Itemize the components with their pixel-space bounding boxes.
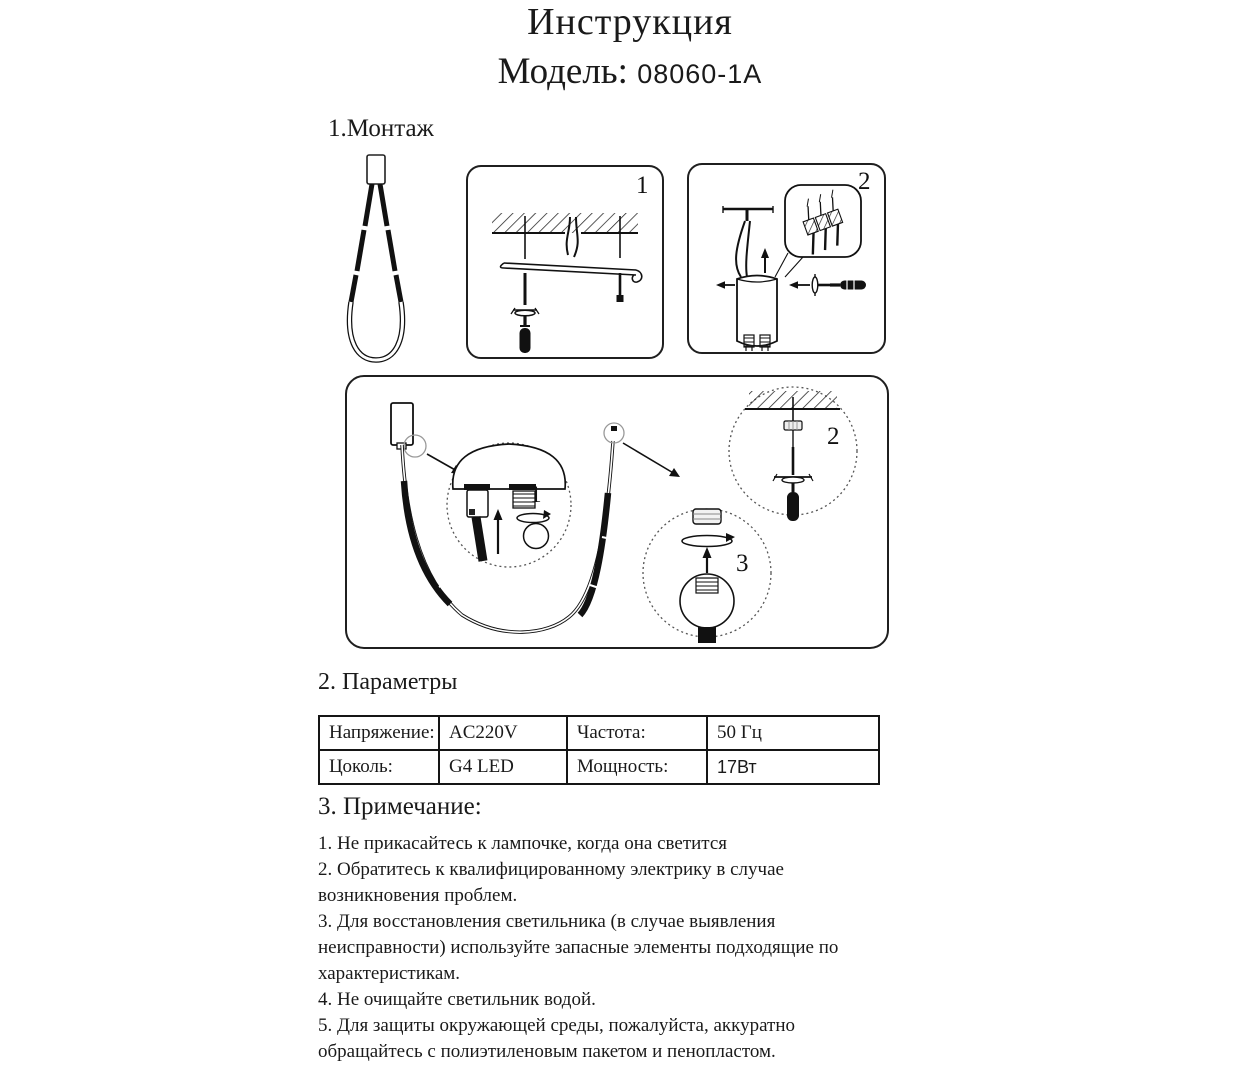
cable-end-marker bbox=[604, 423, 624, 443]
callout-arrow-right-icon bbox=[623, 443, 680, 477]
section-parameters-heading: 2. Параметры bbox=[318, 669, 458, 695]
note-item: 4. Не очищайте светильник водой. bbox=[318, 989, 596, 1010]
hanger-bracket-icon bbox=[723, 206, 773, 221]
section-notes-heading: 3. Примечание: bbox=[318, 793, 482, 820]
socket-cap-icon bbox=[693, 509, 721, 524]
parameters-table bbox=[318, 715, 880, 785]
ceiling-icon bbox=[492, 213, 638, 233]
note-item: 2. Обратитесь к квалифицированному электрику в случае возникновения проблем. bbox=[318, 859, 784, 906]
canopy-icon bbox=[737, 276, 777, 352]
detail-circle-1 bbox=[447, 443, 571, 567]
section-montage-heading: 1.Монтаж bbox=[328, 115, 434, 142]
step2-number: 2 bbox=[858, 168, 871, 195]
param-value: G4 LED bbox=[439, 750, 567, 784]
model-number: 08060-1A bbox=[637, 59, 763, 89]
pendant-lamp-icon bbox=[338, 152, 414, 364]
param-value: 17Вт bbox=[707, 750, 879, 784]
page-title: Инструкция bbox=[527, 1, 733, 43]
assembly-step3-number: 3 bbox=[736, 550, 749, 577]
note-item: 1. Не прикасайтесь к лампочке, когда она светится bbox=[318, 833, 728, 854]
model-line bbox=[0, 50, 1260, 96]
header bbox=[0, 0, 1260, 96]
table-row bbox=[319, 716, 879, 750]
lock-ring-icon bbox=[524, 524, 549, 549]
step1-diagram bbox=[466, 165, 664, 359]
side-screw-and-screwdriver-icon bbox=[789, 274, 866, 296]
assembly-step2-number: 2 bbox=[827, 423, 840, 450]
step1-number: 1 bbox=[636, 172, 649, 199]
assembly-diagram bbox=[345, 375, 889, 649]
param-value: 50 Гц bbox=[707, 716, 879, 750]
param-value: AC220V bbox=[439, 716, 567, 750]
nut-icon bbox=[784, 421, 802, 430]
assembly-step1-number: 1 bbox=[530, 482, 542, 507]
note-item: 5. Для защиты окружающей среды, пожалуйста, аккуратно обращайтесь с полиэтиленовым пакетом и пенопластом. bbox=[318, 1015, 796, 1062]
lamp-overview-diagram bbox=[338, 152, 414, 364]
up-arrow-icon bbox=[761, 248, 769, 273]
detail-circle-3 bbox=[643, 509, 771, 643]
detail-callout-bubble bbox=[775, 185, 861, 277]
table-row bbox=[319, 750, 879, 784]
note-item: 3. Для восстановления светильника (в случае выявления неисправности) используйте запасные элементы подходящие по характеристикам. bbox=[318, 911, 839, 984]
param-label: Напряжение: bbox=[319, 716, 439, 750]
lamp-wires-icon bbox=[736, 221, 750, 277]
notes-list bbox=[318, 831, 898, 1065]
param-label: Цоколь: bbox=[319, 750, 439, 784]
param-label: Частота: bbox=[567, 716, 707, 750]
detail-circle-2 bbox=[729, 387, 857, 521]
model-label: Модель: bbox=[497, 51, 628, 92]
step2-diagram bbox=[687, 163, 886, 354]
canopy-mounted-icon bbox=[391, 403, 426, 457]
left-arrow-icon bbox=[716, 281, 735, 289]
washer-icon bbox=[511, 308, 539, 316]
screwdriver-icon bbox=[520, 316, 531, 353]
param-label: Мощность: bbox=[567, 750, 707, 784]
